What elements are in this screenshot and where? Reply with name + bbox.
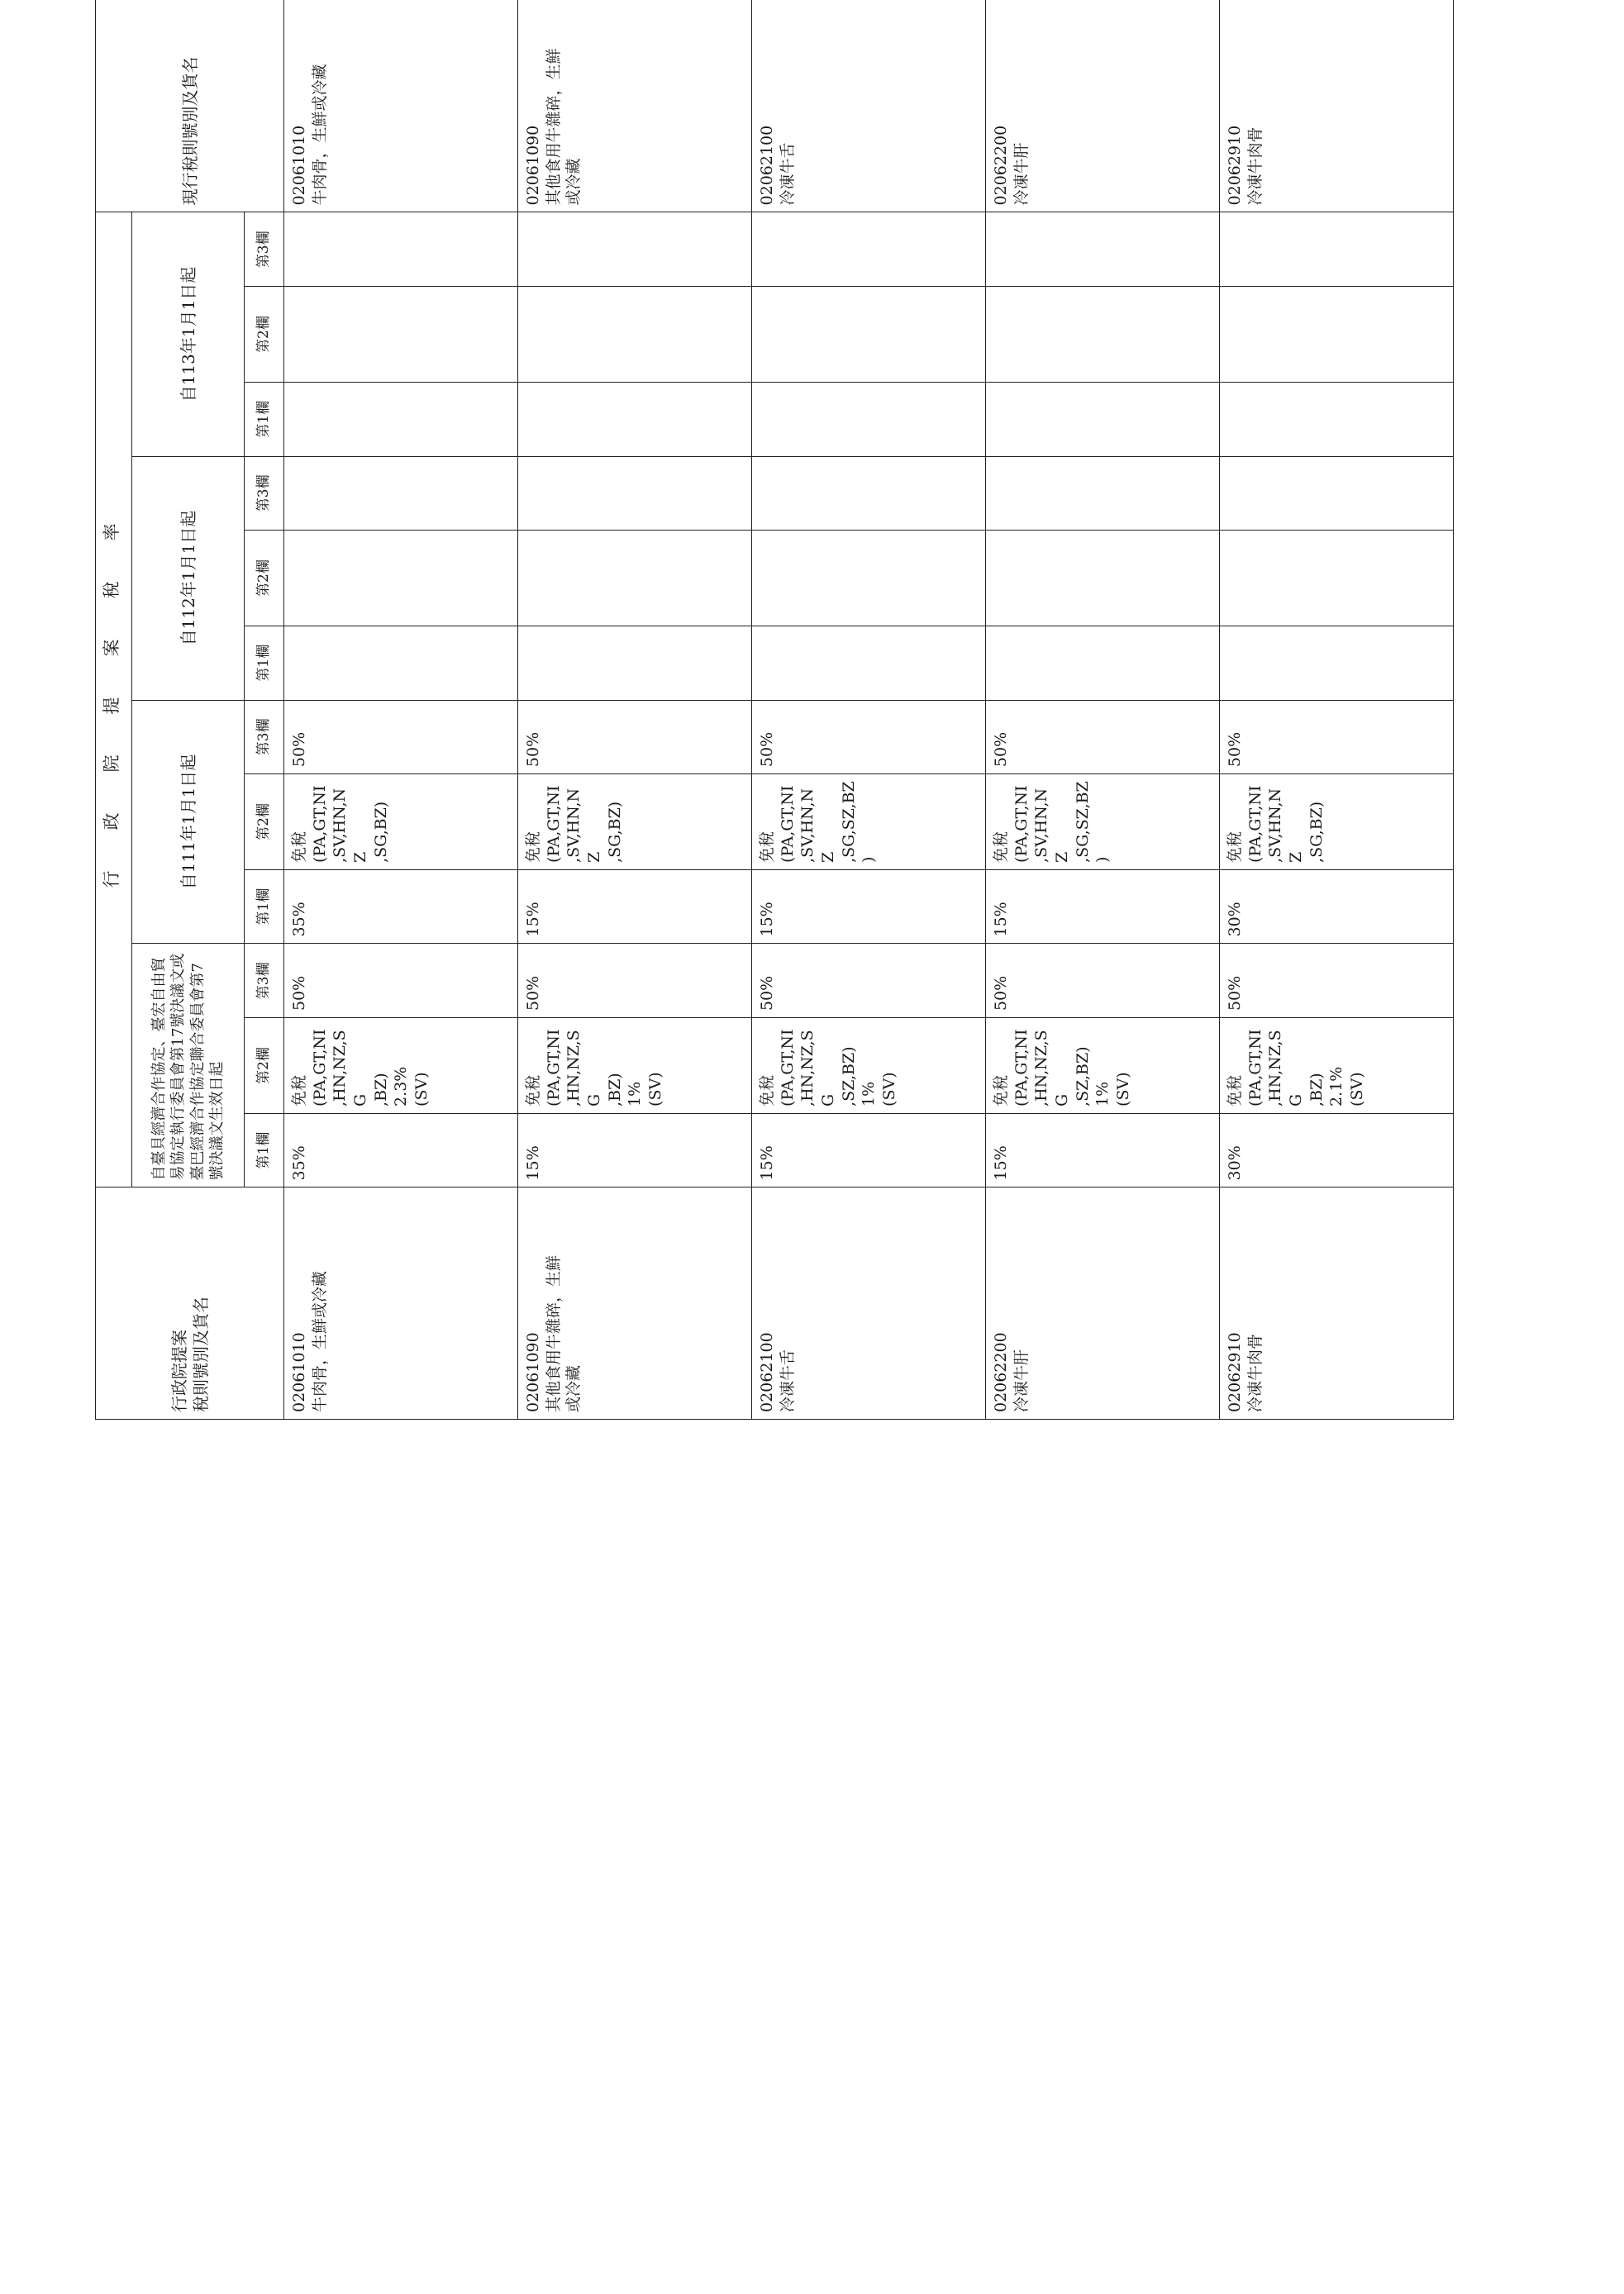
rotated-table-wrapper <box>95 0 1422 1420</box>
agr-c1-cell: 15% <box>986 1113 1220 1187</box>
y113-col2-header: 第2欄 <box>245 287 284 383</box>
y112-c2-cell <box>986 531 1220 626</box>
y111-c1-cell: 30% <box>1220 869 1454 944</box>
y113-c2-cell <box>518 287 752 383</box>
y112-c3-cell <box>284 456 518 531</box>
y111-c2-cell: 免稅 (PA,GT,NI ,SV,HN,NZ ,SG,SZ,BZ ) <box>986 774 1220 870</box>
agr-c1-cell: 15% <box>518 1113 752 1187</box>
current-code-cell: 02061010 牛肉骨，生鮮或冷藏 <box>284 0 518 212</box>
y111-c3-cell: 50% <box>986 700 1220 774</box>
y111-c3-cell: 50% <box>518 700 752 774</box>
y113-c1-cell <box>518 382 752 456</box>
y113-c2-cell <box>284 287 518 383</box>
proposal-code-header: 行政院提案 稅則號別及貨名 <box>96 1187 284 1420</box>
agr-col3-header: 第3欄 <box>245 944 284 1018</box>
agr-c3-cell: 50% <box>1220 944 1454 1018</box>
agr-c2-cell: 免稅 (PA,GT,NI ,HN,NZ,SG ,SZ,BZ) 1% (SV) <box>752 1018 986 1114</box>
y111-c3-cell: 50% <box>752 700 986 774</box>
agr-c1-cell: 35% <box>284 1113 518 1187</box>
table-row <box>518 0 752 1420</box>
y112-col1-header: 第1欄 <box>245 626 284 700</box>
y112-c1-cell <box>518 626 752 700</box>
agr-col2-header: 第2欄 <box>245 1018 284 1114</box>
table-row <box>986 0 1220 1420</box>
y113-c1-cell <box>752 382 986 456</box>
y111-c1-cell: 15% <box>986 869 1220 944</box>
table-row <box>1220 0 1454 1420</box>
current-code-cell: 02062100 冷凍牛舌 <box>752 0 986 212</box>
y111-col2-header: 第2欄 <box>245 774 284 870</box>
proposal-rate-header: 行 政 院 提 案 稅 率 <box>96 212 132 1187</box>
y111-c2-cell: 免稅 (PA,GT,NI ,SV,HN,NZ ,SG,BZ) <box>1220 774 1454 870</box>
current-code-cell: 02062910 冷凍牛肉骨 <box>1220 0 1454 212</box>
agr-c3-cell: 50% <box>518 944 752 1018</box>
y112-c2-cell <box>284 531 518 626</box>
y113-c1-cell <box>1220 382 1454 456</box>
agr-c1-cell: 15% <box>752 1113 986 1187</box>
proposal-code-cell: 02062910 冷凍牛肉骨 <box>1220 1187 1454 1420</box>
y112-col3-header: 第3欄 <box>245 456 284 531</box>
y111-col1-header: 第1欄 <box>245 869 284 944</box>
agr-col1-header: 第1欄 <box>245 1113 284 1187</box>
proposal-code-cell: 02062200 冷凍牛肝 <box>986 1187 1220 1420</box>
y113-c3-cell <box>1220 212 1454 287</box>
proposal-code-cell: 02062100 冷凍牛舌 <box>752 1187 986 1420</box>
y113-c3-cell <box>986 212 1220 287</box>
agr-c2-cell: 免稅 (PA,GT,NI ,HN,NZ,SG ,BZ) 2.3% (SV) <box>284 1018 518 1114</box>
y112-c1-cell <box>752 626 986 700</box>
agr-c3-cell: 50% <box>284 944 518 1018</box>
period-113-header: 自113年1月1日起 <box>132 212 245 456</box>
y111-c1-cell: 15% <box>518 869 752 944</box>
y111-c3-cell: 50% <box>284 700 518 774</box>
y112-c2-cell <box>518 531 752 626</box>
y113-c2-cell <box>1220 287 1454 383</box>
table-row <box>284 0 518 1420</box>
y111-c2-cell: 免稅 (PA,GT,NI ,SV,HN,NZ ,SG,SZ,BZ ) <box>752 774 986 870</box>
table-row <box>752 0 986 1420</box>
y111-c1-cell: 35% <box>284 869 518 944</box>
y113-c3-cell <box>284 212 518 287</box>
y113-c1-cell <box>986 382 1220 456</box>
y111-c2-cell: 免稅 (PA,GT,NI ,SV,HN,NZ ,SG,BZ) <box>518 774 752 870</box>
current-code-cell: 02061090 其他食用牛雜碎，生鮮 或冷藏 <box>518 0 752 212</box>
y112-c3-cell <box>1220 456 1454 531</box>
agr-c1-cell: 30% <box>1220 1113 1454 1187</box>
y113-col1-header: 第1欄 <box>245 382 284 456</box>
y111-col3-header: 第3欄 <box>245 700 284 774</box>
agr-c2-cell: 免稅 (PA,GT,NI ,HN,NZ,SG ,BZ) 2.1% (SV) <box>1220 1018 1454 1114</box>
y111-c3-cell: 50% <box>1220 700 1454 774</box>
y112-c3-cell <box>518 456 752 531</box>
agr-c3-cell: 50% <box>752 944 986 1018</box>
y112-c1-cell <box>986 626 1220 700</box>
y112-c2-cell <box>1220 531 1454 626</box>
y111-c1-cell: 15% <box>752 869 986 944</box>
y112-c3-cell <box>986 456 1220 531</box>
current-code-header: 現行稅則號別及貨名 <box>96 0 284 212</box>
period-112-header: 自112年1月1日起 <box>132 456 245 700</box>
y113-c3-cell <box>752 212 986 287</box>
agr-c2-cell: 免稅 (PA,GT,NI ,HN,NZ,SG ,BZ) 1% (SV) <box>518 1018 752 1114</box>
proposal-code-cell: 02061010 牛肉骨，生鮮或冷藏 <box>284 1187 518 1420</box>
agr-c3-cell: 50% <box>986 944 1220 1018</box>
y112-c3-cell <box>752 456 986 531</box>
y112-c1-cell <box>284 626 518 700</box>
proposal-code-cell: 02061090 其他食用牛雜碎，生鮮 或冷藏 <box>518 1187 752 1420</box>
current-code-cell: 02062200 冷凍牛肝 <box>986 0 1220 212</box>
y112-c1-cell <box>1220 626 1454 700</box>
y113-col3-header: 第3欄 <box>245 212 284 287</box>
y113-c2-cell <box>752 287 986 383</box>
y112-col2-header: 第2欄 <box>245 531 284 626</box>
header-row-1 <box>96 0 132 1420</box>
period-agreement-header: 自臺貝經濟合作協定、臺宏自由貿易協定執行委員會第17號決議文或臺巴經濟合作協定聯合委員會第7號決議文生效日起 <box>132 944 245 1187</box>
y112-c2-cell <box>752 531 986 626</box>
y113-c1-cell <box>284 382 518 456</box>
tariff-amendment-table <box>95 0 1454 1420</box>
y113-c2-cell <box>986 287 1220 383</box>
y113-c3-cell <box>518 212 752 287</box>
period-111-header: 自111年1月1日起 <box>132 700 245 944</box>
y111-c2-cell: 免稅 (PA,GT,NI ,SV,HN,NZ ,SG,BZ) <box>284 774 518 870</box>
agr-c2-cell: 免稅 (PA,GT,NI ,HN,NZ,SG ,SZ,BZ) 1% (SV) <box>986 1018 1220 1114</box>
